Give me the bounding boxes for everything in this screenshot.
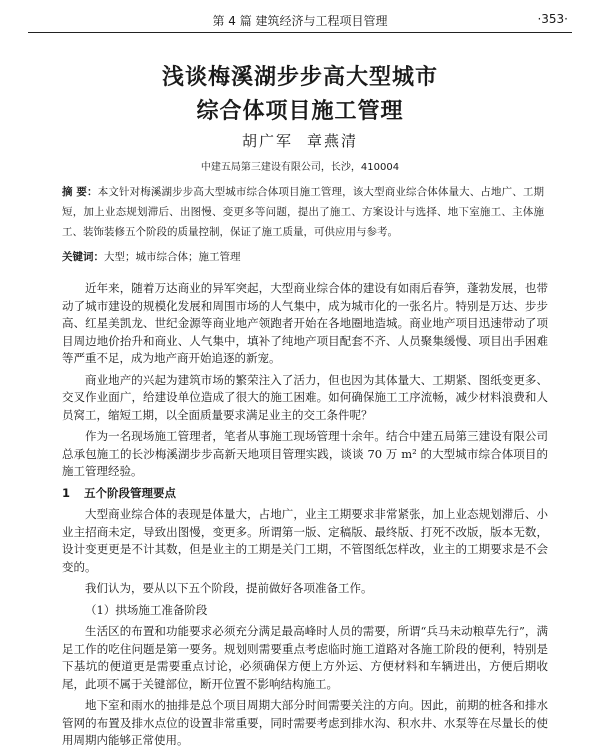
paragraph: 大型商业综合体的表现是体量大，占地广，业主工期要求非常紧张，加上业态规划滞后、小业主招商未定，导致出图慢，变更多。所谓第一版、定稿版、最终版、打死不改版，版本无数，设计变更更是不计其数，但是业主的工期是关门工期，不管图纸怎样改，业主的工期要求是不会变的。 bbox=[62, 507, 548, 574]
section-number: 1 bbox=[62, 485, 71, 500]
paragraph: 生活区的布置和功能要求必须充分满足最高峰时人员的需要，所谓“兵马未动粮草先行”，满足工作的吃住问题是第一要务。规划则需要重点考虑临时施工道路对各施工阶段的便利，特别是下基坑的便道更是需要重点讨论，必须确保方便上方外运、方便材料和车辆进出，方便后期收尾，此项不属于关键部位，断开位置不影响结构施工。 bbox=[62, 624, 548, 691]
section-title: 第 4 篇 建筑经济与工程项目管理 bbox=[212, 14, 388, 28]
paragraph: 作为一名现场施工管理者，笔者从事施工现场管理十余年。结合中建五局第三建设有限公司总承包施工的长沙梅溪湖步步高新天地项目管理实践，谈谈 70 万 m² 的大型城市综合体项目的施工管理经验。 bbox=[62, 429, 548, 478]
authors bbox=[0, 130, 600, 151]
section-heading bbox=[62, 485, 548, 503]
paragraph: 商业地产的兴起为建筑市场的繁荣注入了活力，但也因为其体量大、工期紧、图纸变更多、交叉作业面广，给建设单位造成了很大的施工困难。如何确保施工工序流畅，减少材料浪费和人员窝工，缩短工期，以全面质量要求满足业主的交工条件呢？ bbox=[62, 372, 548, 422]
keywords bbox=[62, 247, 544, 267]
abstract bbox=[62, 182, 544, 242]
body-text bbox=[62, 280, 548, 754]
paragraph: 地下室和雨水的抽排是总个项目周期大部分时间需要关注的方向。因此，前期的桩各和排水管网的布置及排水点位的设置非常重要，同时需要考虑到排水沟、积水井、水泵等在尽量长的使用周期内能够正常使用。 bbox=[62, 698, 548, 747]
running-header bbox=[28, 6, 572, 33]
abstract-label: 摘 要： bbox=[62, 186, 98, 198]
affiliation: 中建五局第三建设有限公司，长沙，410004 bbox=[200, 162, 400, 173]
author-2: 章燕清 bbox=[307, 132, 359, 150]
section-heading-title: 五个阶段管理要点 bbox=[84, 485, 177, 500]
subsection-heading: （1）拱场施工准备阶段 bbox=[85, 602, 208, 617]
abstract-text: 本文针对梅溪湖步步高大型城市综合体项目施工管理，该大型商业综合体体量大、占地广、工期短，加上业态规划滞后、出图慢、变更多等问题，提出了施工、方案设计与选择、地下室施工、主体施工、装饰装修五个阶段的质量控制，保证了施工质量，可供应用与参考。 bbox=[62, 186, 545, 238]
keywords-label: 关键词： bbox=[62, 251, 104, 263]
paragraph: 我们认为，要从以下五个阶段，提前做好各项准备工作。 bbox=[85, 581, 373, 595]
keywords-text: 大型；城市综合体；施工管理 bbox=[104, 251, 241, 263]
paper-title-line1: 浅谈梅溪湖步步高大型城市 bbox=[161, 65, 438, 90]
page-number: ·353· bbox=[537, 12, 568, 26]
author-1: 胡广军 bbox=[241, 132, 293, 150]
paper-title-line2: 综合体项目施工管理 bbox=[196, 99, 404, 124]
paragraph: 近年来，随着万达商业的异军突起，大型商业综合体的建设有如雨后春笋，蓬勃发展，也带动了城市建设的规模化发展和周围市场的人气集中，成为城市化的一张名片。特别是万达、步步高、红星美凯龙、世纪金源等商业地产领跑者开始在各地圈地造城。商业地产项目迅速带动了项目周边地价抬升和商业、人气集中，填补了纯地产项目配套不齐、人员聚集缓慢、项目出手困难等严重不足，成为地产商开始追逐的新宠。 bbox=[62, 281, 548, 365]
